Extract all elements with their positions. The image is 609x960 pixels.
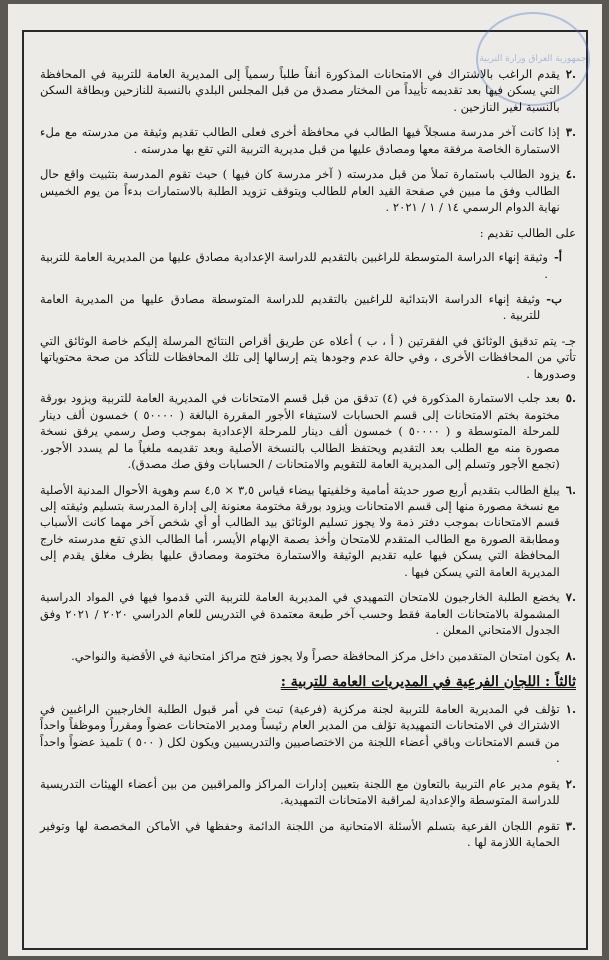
item-number: أ- [553,250,562,265]
item-number: .٧ [565,590,576,605]
sub-item-2 [40,291,562,324]
item-number: .٣ [565,818,576,833]
paragraph-c: جـ- يتم تدقيق الوثائق في الفقرتين ( أ ، ب ) أعلاه عن طريق أقراص النتائج المرسلة إليكم خاصة الوثائق التي تأتي من المحافظات الأخرى ، وفي حالة عدم وجودها يتم إرسالها إلى تلك المحافظات للتأكد من صحة محتوياتها وصدورها . [40,333,576,381]
item-text: يبلغ الطالب بتقديم أربع صور حديثة أمامية وخلفيتها بيضاء قياس ٣,٥ × ٤,٥ سم وهوية الأحوال المدنية الأصلية مع نسخة مصورة منها إلى قسم الامتحانات ويزود بورقة مختومة معنونة إلى إدارة المدرسة بتسليم وثيقته إلى قسم الامتحانات بموجب دفتر ذمة ولا يجوز تسليم الوثائق بيد الطالب أو أي شخص آخر مهما كانت الأسباب ومطابقة الصورة مع الطالب المتقدم للامتحان وأخذ بصمة الإبهام الأيسر، أما الطالب الذي تقع مدرسته خارج المحافظة التي يسكن فيها عليه تقديم الوثيقة والاستمارة مختومة ومصادق عليها بظرف مغلق يقدم إلى المديرية العامة التي يسكن فيها . [40,482,560,579]
item-text: وثيقة إنهاء الدراسة المتوسطة للراغبين بالتقديم للدراسة الإعدادية مصادق عليها من المديرية العامة للتربية . [40,250,548,281]
item-text: تؤلف في المديرية العامة للتربية لجنة مركزية (فرعية) تبت في أمر قبول الطلبة الخارجيين الراغبين في الاشتراك في الامتحانات التمهيدية تؤلف من المدير العام رئيساً ومدير الامتحانات عضواً ومقرراً وموظفاً واحداً من قسم الامتحانات وباقي أعضاء اللجنة من الاختصاصيين والتدريسيين ويكون لكل ( ٥٠٠ ) تلميذ عضواً واحداً . [40,701,560,766]
items-section-b [40,390,576,664]
item-number: .٢ [565,776,576,791]
list-item-2 [40,124,576,157]
committee-item-3 [40,818,576,851]
list-item-1 [40,390,576,472]
item-text: يخضع الطلبة الخارجيون للامتحان التمهيدي في المديرية العامة للتربية التي قدموا فيها في المواد الدراسية المشمولة بالامتحانات العامة فقط وحسب آخر طبعة معتمدة في التدريس للعام الدراسي ٢٠٢٠ / ٢٠٢١ وفق الجدول الامتحاني المعلن . [40,590,560,638]
list-item-1 [40,66,576,115]
item-text: يكون امتحان المتقدمين داخل مركز المحافظة حصراً ولا يجوز فتح مراكز امتحانية في الأقضية والنواحي. [71,648,560,663]
seal-text: جمهورية العراق وزارة التربية [479,53,587,64]
item-number: .٣ [565,125,576,140]
sub-item-1 [40,249,562,282]
item-text: يقوم مدير عام التربية بالتعاون مع اللجنة بتعيين إدارات المراكز والمراقبين من بين أعضاء الهيئات التدريسية للدراسة المتوسطة والإعدادية لمراقبة الامتحانات التمهيدية. [40,776,560,808]
item-text: وثيقة إنهاء الدراسة الابتدائية للراغبين بالتقديم للدراسة المتوسطة مصادق عليها من المديرية العامة للتربية . [40,291,541,323]
item-text: إذا كانت آخر مدرسة مسجلاً فيها الطالب في محافظة أخرى فعلى الطالب تقديم وثيقة من مدرسته مع ملء الاستمارة الخاصة مرفقة معها ومصادق عليها من قبل مديرية التربية التي تقع بها مدرسته . [40,125,560,156]
item-number: .١ [565,701,576,716]
item-number: .٢ [565,67,576,81]
committee-item-2 [40,776,576,809]
item-number: .٤ [565,167,576,182]
document-page [8,4,602,956]
item-number: ب- [546,291,562,306]
list-item-3 [40,166,576,215]
item-number: .٦ [565,482,576,497]
committee-item-1 [40,701,576,767]
items-section-c [40,701,576,851]
sub-items-section [40,249,576,324]
item-text: بعد جلب الاستمارة المذكورة في (٤) تدقق من قبل قسم الامتحانات في المديرية العامة للتربية ويزود بورقة مختومة بختم الامتحانات إلى قسم الحسابات لاستيفاء الأجور المقررة البالغة ( ٥٠٠٠٠ ) خمسون ألف دينار للمرحلة المتوسطة و ( ٥٠٠٠٠ ) خمسون ألف دينار للمرحلة الإعدادية بموجب وصل رسمي يرفق نسخة مصورة منه مع الطلب بعد التقديم ويحتفظ الطالب بالنسخة الأصلية وبعد تقديمه ملغياً ما لم يسدد الأجور. (تجمع الأجور وتسلم إلى المديرية العامة للتقويم والامتحانات / الحسابات وفق صك مصدق). [40,391,560,472]
item-number: .٥ [565,391,576,406]
items-section-a [40,66,576,216]
list-item-3 [40,589,576,638]
item-number: .٨ [565,648,576,663]
section-heading: ثالثاً : اللجان الفرعية في المديريات العامة للتربية : [280,674,576,691]
item-text: يزود الطالب باستمارة تملأ من قبل مدرسته ( آخر مدرسة كان فيها ) حيث تقوم المدرسة بتثبيت واقع حال الطالب وفق ما مبين في صفحة القيد العام للطالب ويتوقف تزويد الطلبة بالاستمارات بدءاً من يوم الخميس نهاية الدوام الرسمي ١٤ / ١ / ٢٠٢١ . [40,167,560,215]
list-item-4 [40,648,576,664]
item-text: تقوم اللجان الفرعية بتسلم الأسئلة الامتحانية من اللجنة الدائمة وحفظها في الأماكن المخصصة لها وتوفير الحماية اللازمة لها . [40,818,560,850]
item-text: يقدم الراغب بالاشتراك في الامتحانات المذكورة أنفاً طلباً رسمياً إلى المديرية العامة للتربية في المحافظة التي يسكن فيها بعد تقديمه تأييداً من المختار مصدق من قبل المجلس البلدي بالنسبة للنازحين وبطاقة السكن بالنسبة لغير النازحين . [40,67,560,114]
list-item-2 [40,482,576,581]
on-student-label: على الطالب تقديم : [479,225,576,240]
document-body [40,66,576,860]
